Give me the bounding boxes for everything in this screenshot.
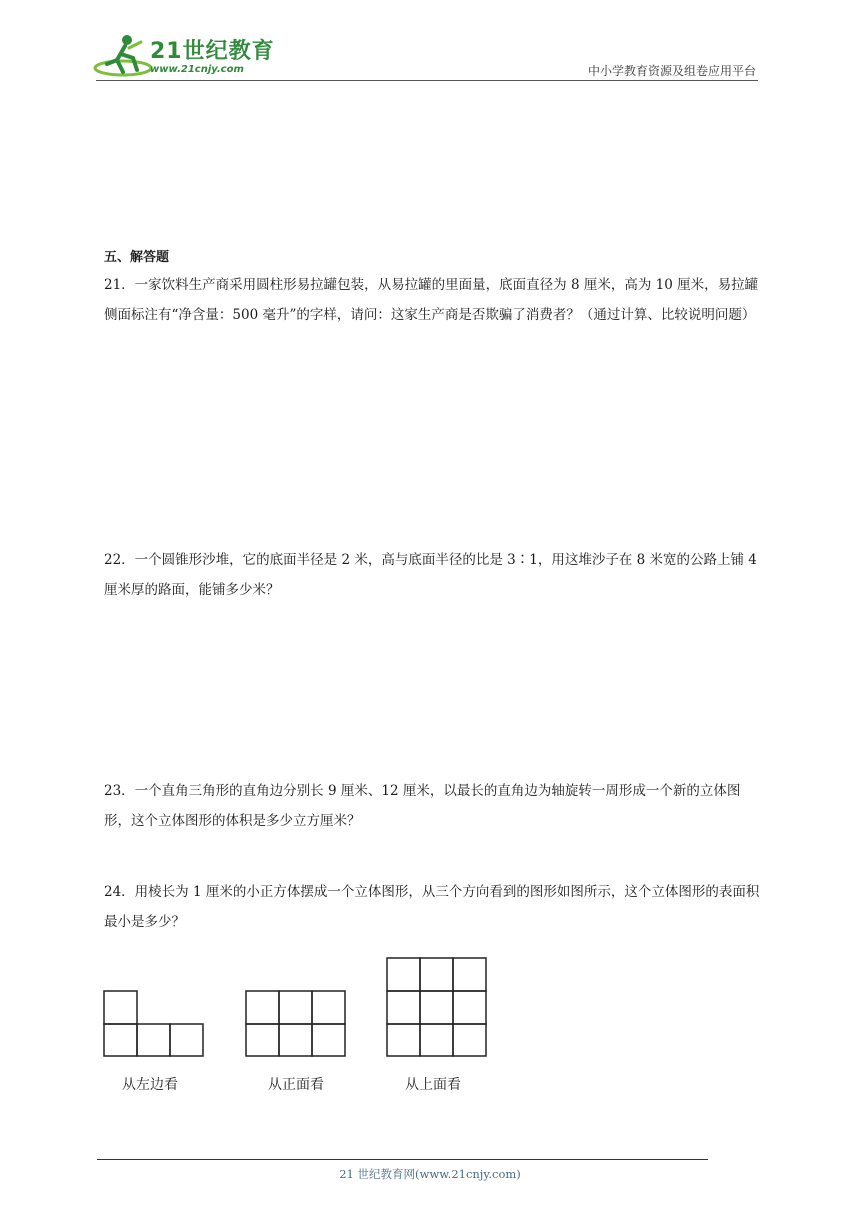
platform-name: 中小学教育资源及组卷应用平台: [587, 64, 756, 78]
front-view-figure: [244, 988, 348, 1058]
top-view-figure: [385, 956, 489, 1059]
header-divider: [96, 80, 758, 81]
logo-title: 21世纪教育: [150, 39, 275, 64]
section-title: 五、解答题: [104, 250, 170, 265]
footer-text: 21 世纪教育网(www.21cnjy.com): [339, 1167, 521, 1181]
question-23: 23．一个直角三角形的直角边分别长 9 厘米、12 厘米，以最长的直角边为轴旋转一周形成一个新的立体图形，这个立体图形的体积是多少立方厘米？: [104, 783, 741, 829]
question-21: 21．一家饮料生产商采用圆柱形易拉罐包装，从易拉罐的里面量，底面直径为 8 厘米，高为 10 厘米，易拉罐侧面标注有“净含量：500 毫升”的字样，请问：这家生产商是否欺骗了消费者？（通过计算、比较说明问题）: [104, 277, 759, 323]
left-view-figure: [102, 988, 206, 1058]
question-24: 24．用棱长为 1 厘米的小正方体摆成一个立体图形，从三个方向看到的图形如图所示，这个立体图形的表面积最小是多少？: [104, 884, 760, 930]
left-view-label: 从左边看: [122, 1077, 178, 1093]
footer-divider: [97, 1159, 708, 1160]
top-view-label: 从上面看: [405, 1077, 461, 1093]
question-22: 22．一个圆锥形沙堆，它的底面半径是 2 米，高与底面半径的比是 3∶1，用这堆沙子在 8 米宽的公路上铺 4 厘米厚的路面，能铺多少米？: [104, 552, 757, 598]
logo-url: www.21cnjy.com: [150, 64, 244, 75]
front-view-label: 从正面看: [268, 1077, 324, 1093]
